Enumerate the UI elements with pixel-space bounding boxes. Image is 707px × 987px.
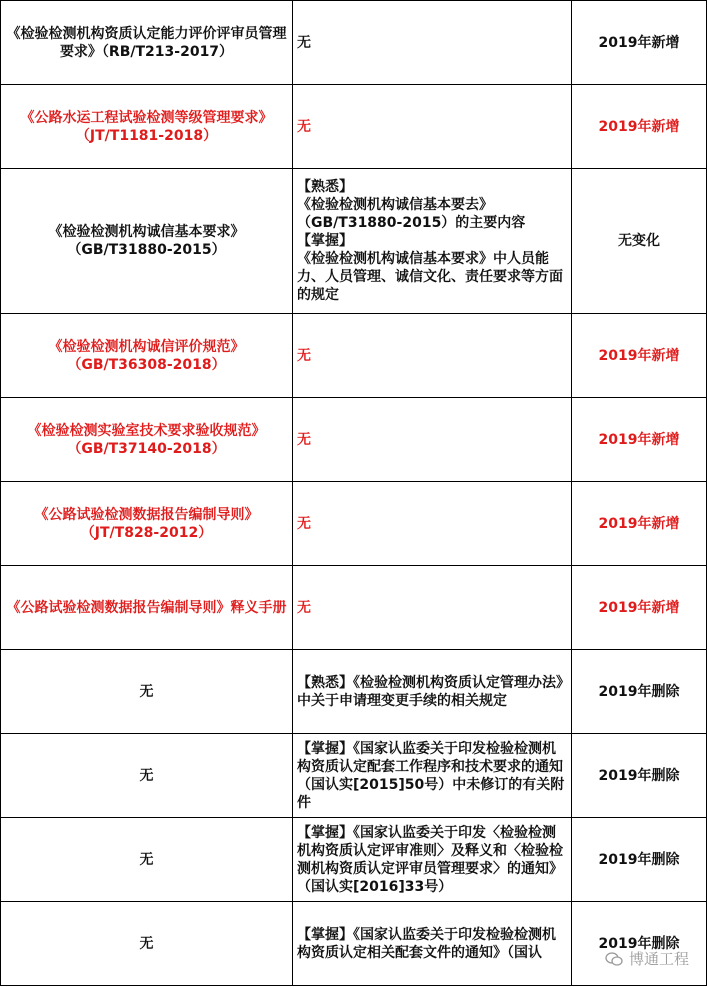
cell-change: 2019年新增: [572, 85, 707, 169]
cell-change: 2019年删除: [572, 650, 707, 734]
watermark: [605, 948, 689, 969]
table-row: [1, 734, 707, 818]
table-row: [1, 169, 707, 314]
cell-change: 2019年新增: [572, 566, 707, 650]
table-row: [1, 482, 707, 566]
cell-standard: 《检验检测机构诚信评价规范》（GB/T36308-2018）: [1, 314, 293, 398]
cell-standard: 无: [1, 902, 293, 986]
table-row: [1, 566, 707, 650]
cell-standard: 无: [1, 818, 293, 902]
cell-requirement: 【掌握】《国家认监委关于印发检验检测机构资质认定相关配套文件的通知》（国认: [293, 902, 572, 986]
cell-standard: 《公路试验检测数据报告编制导则》（JT/T828-2012）: [1, 482, 293, 566]
cell-requirement: 【熟悉】 《检验检测机构诚信基本要去》（GB/T31880-2015）的主要内容 【掌握】 《检验检测机构诚信基本要求》中人员能力、人员管理、诚信文化、责任要求等方面的规定: [293, 169, 572, 314]
cell-standard: 《公路试验检测数据报告编制导则》释义手册: [1, 566, 293, 650]
table-row: [1, 85, 707, 169]
cell-standard: 无: [1, 650, 293, 734]
cell-requirement: 【掌握】《国家认监委关于印发检验检测机构资质认定配套工作程序和技术要求的通知（国认实[2015]50号）中未修订的有关附件: [293, 734, 572, 818]
cell-requirement: 无: [293, 314, 572, 398]
table-row: [1, 818, 707, 902]
table-row: [1, 314, 707, 398]
cell-change: 2019年新增: [572, 398, 707, 482]
table-row: [1, 1, 707, 85]
cell-standard: 无: [1, 734, 293, 818]
cell-requirement: 无: [293, 1, 572, 85]
cell-standard: 《公路水运工程试验检测等级管理要求》（JT/T1181-2018）: [1, 85, 293, 169]
cell-requirement: 无: [293, 85, 572, 169]
watermark-text: 博通工程: [628, 950, 689, 968]
cell-requirement: 【掌握】《国家认监委关于印发〈检验检测机构资质认定评审准则〉及释义和〈检验检测机构资质认定评审员管理要求〉的通知》（国认实[2016]33号）: [293, 818, 572, 902]
cell-change: 2019年删除: [572, 902, 707, 986]
cell-change: 无变化: [572, 169, 707, 314]
cell-requirement: 【熟悉】《检验检测机构资质认定管理办法》中关于申请理变更手续的相关规定: [293, 650, 572, 734]
cell-standard: 《检验检测机构诚信基本要求》（GB/T31880-2015）: [1, 169, 293, 314]
cell-change: 2019年删除: [572, 734, 707, 818]
table-row: [1, 650, 707, 734]
cell-change: 2019年新增: [572, 314, 707, 398]
cell-standard: 《检验检测机构资质认定能力评价评审员管理要求》（RB/T213-2017）: [1, 1, 293, 85]
cell-standard: 《检验检测实验室技术要求验收规范》（GB/T37140-2018）: [1, 398, 293, 482]
cell-requirement: 无: [293, 398, 572, 482]
cell-requirement: 无: [293, 482, 572, 566]
table-row: [1, 902, 707, 986]
cell-change: 2019年新增: [572, 1, 707, 85]
cell-requirement: 无: [293, 566, 572, 650]
cell-change: 2019年新增: [572, 482, 707, 566]
cell-change: 2019年删除: [572, 818, 707, 902]
wechat-icon: [605, 952, 623, 966]
table-row: [1, 398, 707, 482]
